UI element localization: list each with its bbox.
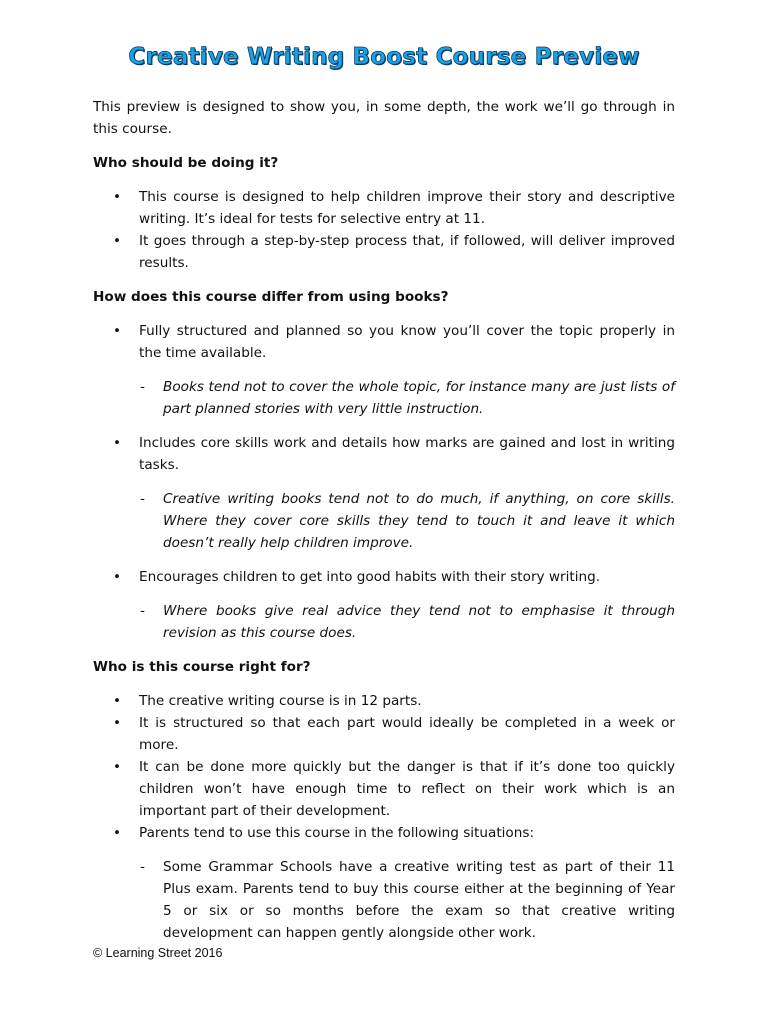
bullet-list	[93, 320, 675, 644]
document-body	[93, 96, 675, 944]
dash-note: - Where books give real advice they tend not to emphasise it through revision as this course does.	[93, 600, 675, 644]
bullet-item: • This course is designed to help children improve their story and descriptive writing. It’s ideal for tests for selective entry at 11.	[93, 186, 675, 230]
bullet-item: • Parents tend to use this course in the following situations:	[93, 822, 675, 844]
bullet-item: • It can be done more quickly but the danger is that if it’s done too quickly children won’t have enough time to reflect on their work which is an important part of their development.	[93, 756, 675, 822]
bullet-item: • Fully structured and planned so you know you’ll cover the topic properly in the time available.	[93, 320, 675, 364]
bullet-item: • Encourages children to get into good habits with their story writing.	[93, 566, 675, 588]
dash-note: - Books tend not to cover the whole topic, for instance many are just lists of part planned stories with very little instruction.	[93, 376, 675, 420]
dash-note: - Creative writing books tend not to do much, if anything, on core skills. Where they cover core skills they tend to touch it and leave it which doesn’t really help children improve.	[93, 488, 675, 554]
dash-subitem: - Some Grammar Schools have a creative writing test as part of their 11 Plus exam. Parents tend to buy this course either at the beginning of Year 5 or six or so months before the exam so that creative writing development can happen gently alongside other work.	[93, 856, 675, 944]
document-title: Creative Writing Boost Course Preview	[128, 44, 640, 70]
section-heading-right-for: Who is this course right for?	[93, 659, 311, 675]
bullet-item: • It goes through a step-by-step process that, if followed, will deliver improved results.	[93, 230, 675, 274]
bullet-item: • It is structured so that each part would ideally be completed in a week or more.	[93, 712, 675, 756]
bullet-list	[93, 690, 675, 944]
section-heading-differ-from-books: How does this course differ from using books?	[93, 289, 449, 305]
section-heading-who-should: Who should be doing it?	[93, 155, 279, 171]
intro-paragraph: This preview is designed to show you, in some depth, the work we’ll go through in this course.	[93, 99, 675, 137]
bullet-item: • Includes core skills work and details how marks are gained and lost in writing tasks.	[93, 432, 675, 476]
bullet-list	[93, 186, 675, 274]
bullet-item: • The creative writing course is in 12 parts.	[93, 690, 675, 712]
footer-copyright: © Learning Street 2016	[93, 946, 223, 960]
